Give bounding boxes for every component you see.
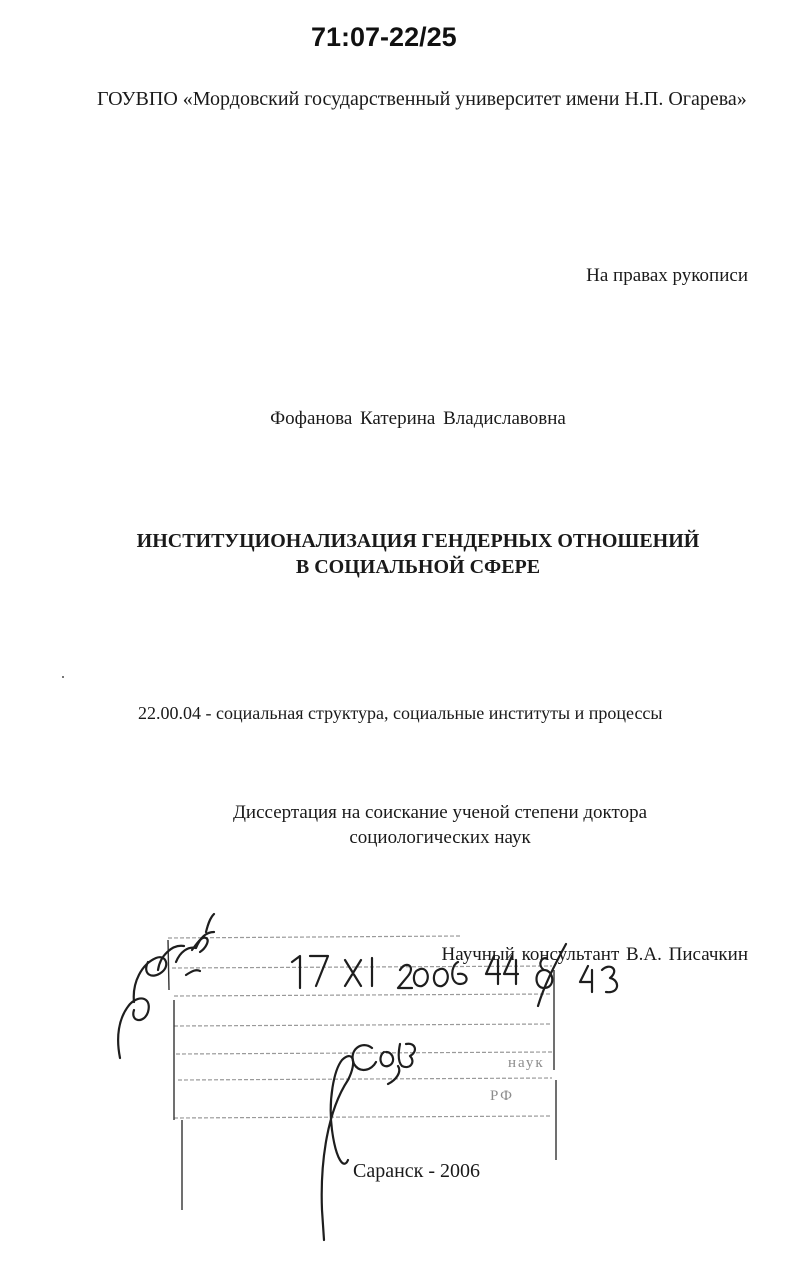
degree-line-1: Диссертация на соискание ученой степени доктора [232, 802, 648, 823]
stamp-fragment-1: наук [508, 1055, 545, 1071]
handwritten-mark [186, 938, 208, 975]
title-line-2: В СОЦИАЛЬНОЙ СФЕРЕ [295, 556, 541, 578]
scientific-advisor: Научный консультант В.А. Писачкин [441, 944, 748, 965]
rights-note: На правах рукописи [586, 265, 748, 286]
handwritten-signature [118, 914, 214, 1058]
handwritten-flourish [322, 1056, 353, 1240]
specialty-code: 22.00.04 - социальная структура, социальные институты и процессы [138, 703, 663, 723]
city-year: Саранск - 2006 [353, 1160, 481, 1182]
handwritten-short-note [353, 1044, 415, 1084]
degree-line-2: социологических наук [349, 827, 531, 848]
stamp-fragment-2: РФ [490, 1088, 514, 1104]
title-line-1: ИНСТИТУЦИОНАЛИЗАЦИЯ ГЕНДЕРНЫХ ОТНОШЕНИЙ [136, 530, 700, 552]
author-name: Фофанова Катерина Владиславовна [270, 408, 566, 429]
